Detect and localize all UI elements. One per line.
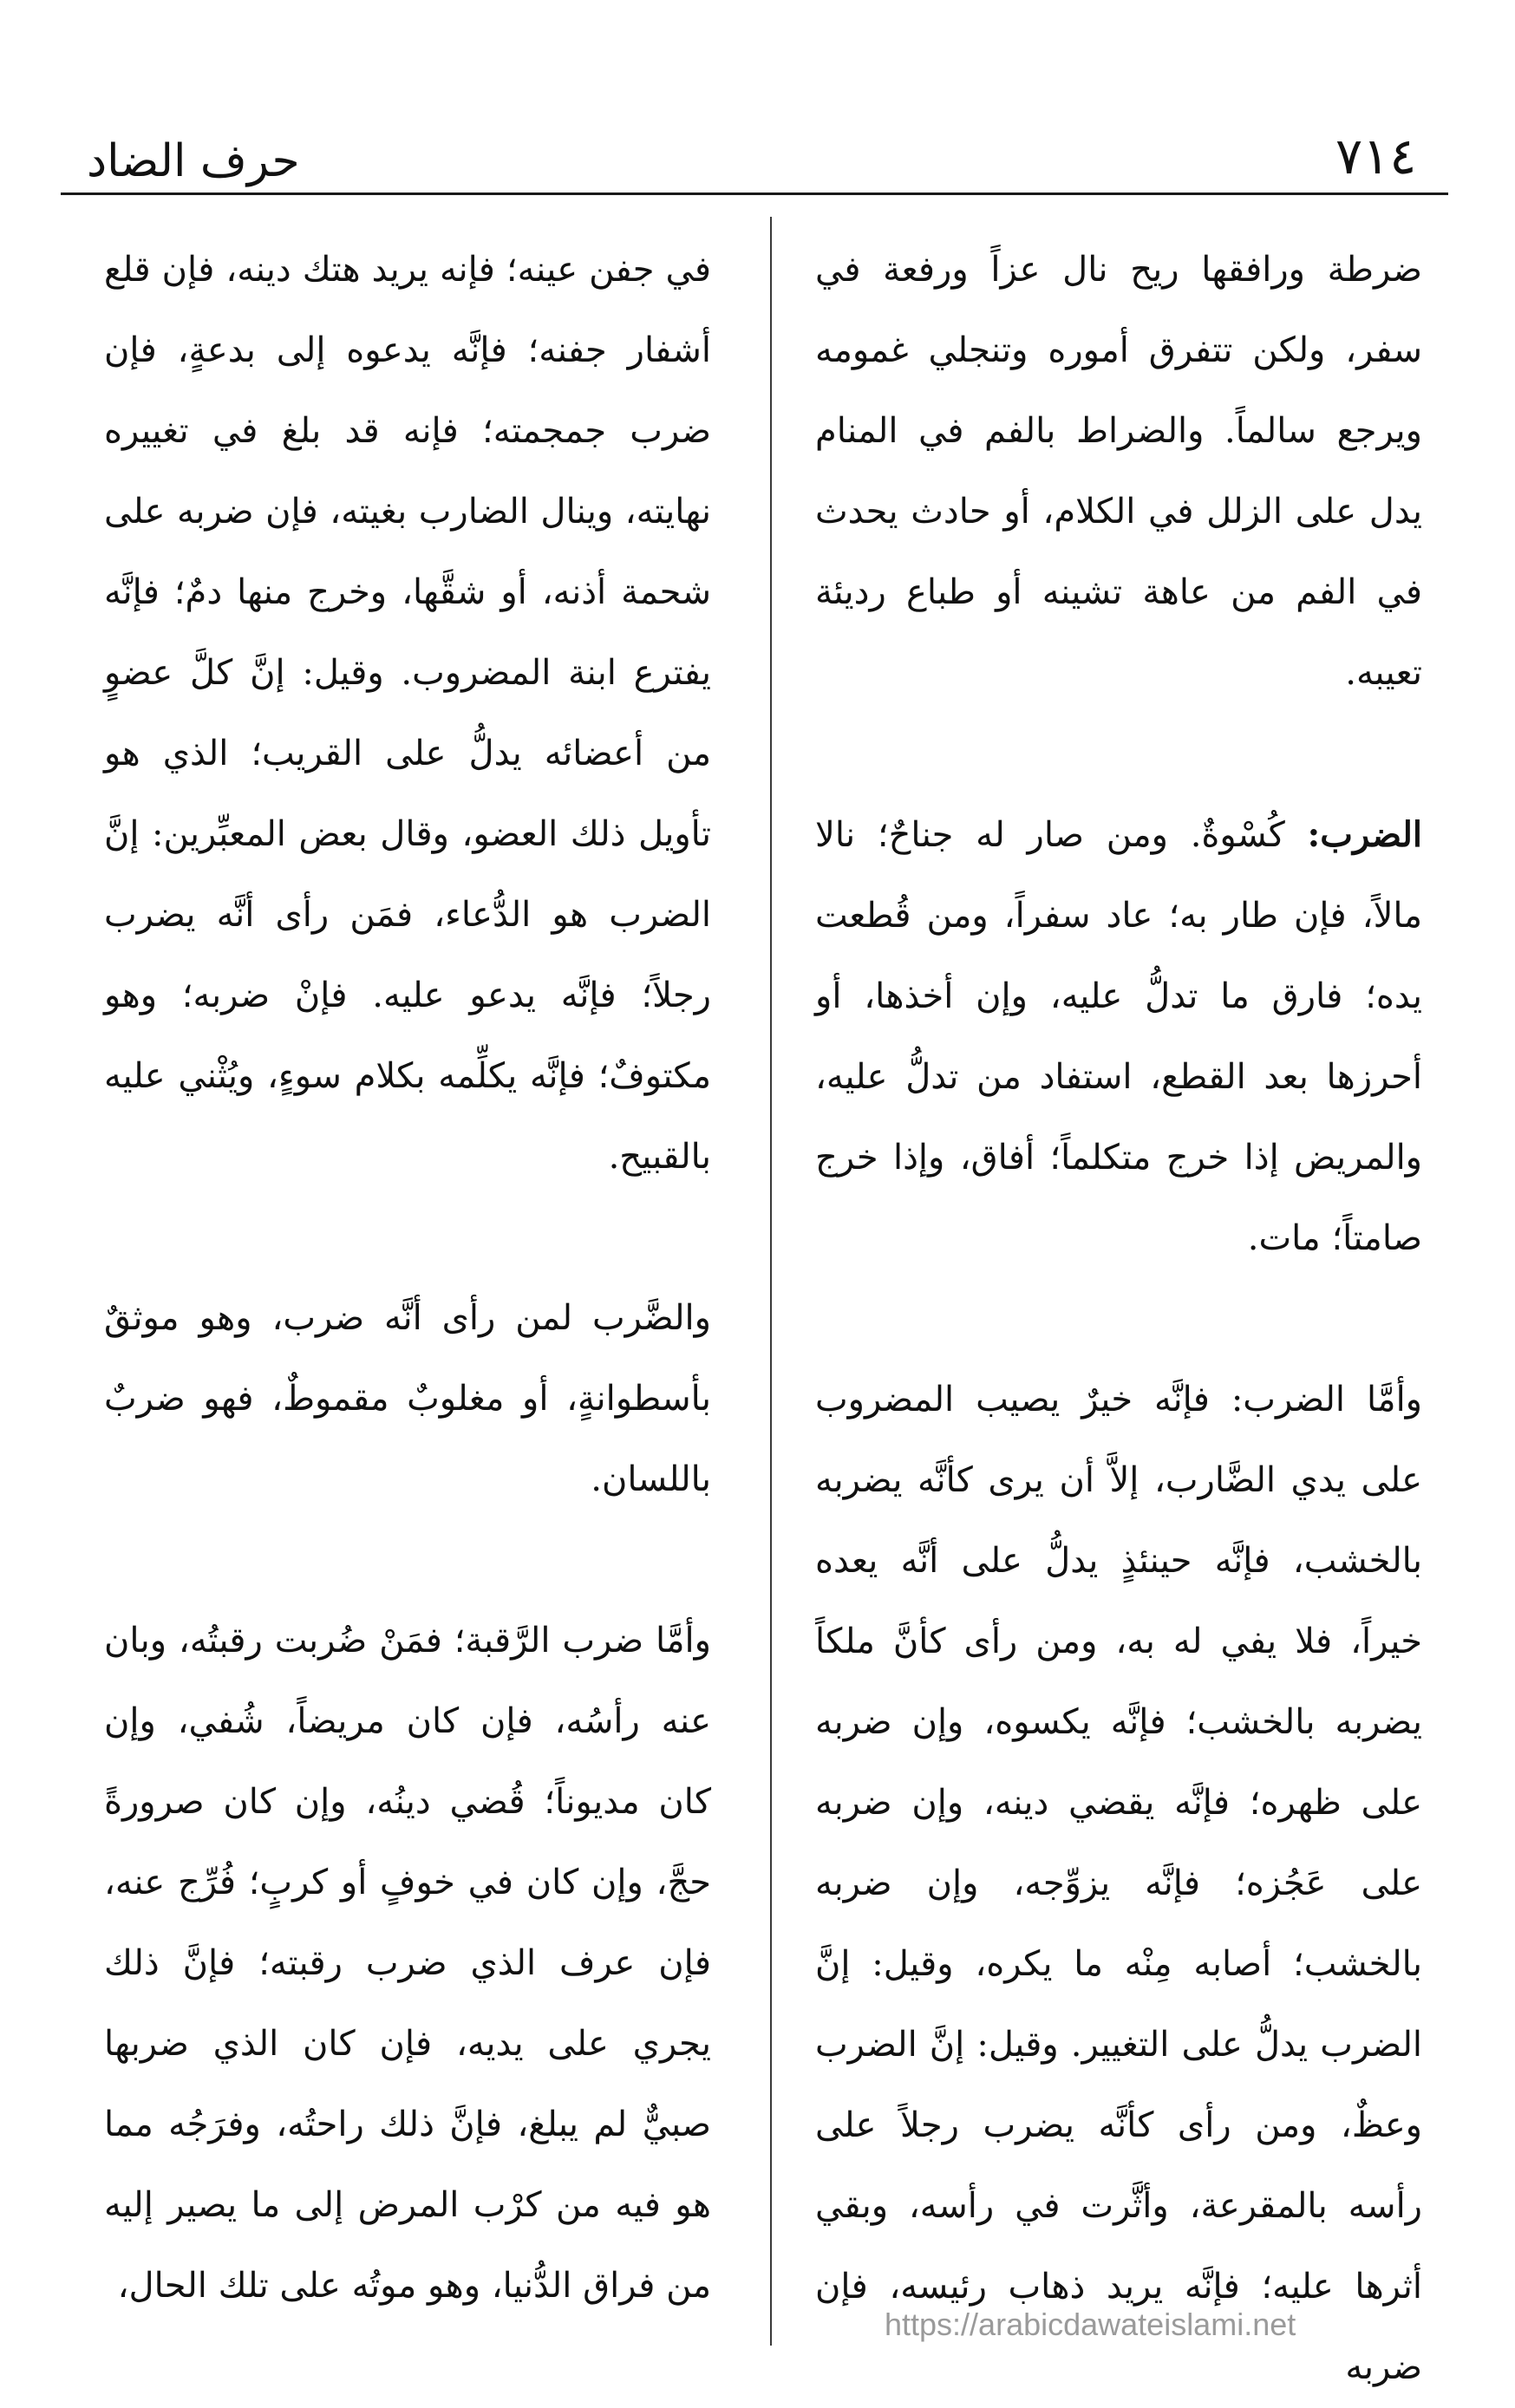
paragraph: ضرطة ورافقها ريح نال عزاً ورفعة في سفر، ولكن تتفرق أموره وتنجلي غمومه ويرجع سالماً. والضراط بالفم في المنام يدل على الزلل في الكلام، أو حادث يحدث في الفم من عاهة تشينه أو طباع رديئة تعيبه. <box>815 250 1422 693</box>
watermark-url: https://arabicdawateislami.net <box>885 2307 1296 2342</box>
page-number: ٧١٤ <box>1335 127 1417 186</box>
entry-keyword: الضرب: <box>1307 814 1422 855</box>
running-header-title: حرف الضاد <box>87 135 300 187</box>
paragraph-entry-darb <box>815 794 1422 1279</box>
header-rule <box>61 193 1448 195</box>
column-divider <box>770 217 772 2346</box>
paragraph: وأمَّا ضرب الرَّقبة؛ فمَنْ ضُربت رقبتُه، وبان عنه رأسُه، فإن كان مريضاً، شُفي، وإن كان مديوناً؛ قُضي دينُه، وإن كان صرورةً حجَّ، وإن كان في خوفٍ أو كربٍ؛ فُرِّج عنه، فإن عرف الذي ضرب رقبته؛ فإنَّ ذلك يجري على يديه، فإن كان الذي ضربها صبيٌّ لم يبلغ، فإنَّ ذلك راحتُه، وفرَجُه مما هو فيه من كرْب المرض إلى ما يصير إليه من فراق الدُّنيا، وهو موتُه على تلك الحال، <box>104 1621 711 2306</box>
paragraph: وأمَّا الضرب: فإنَّه خيرٌ يصيب المضروب على يدي الضَّارب، إلاَّ أن يرى كأنَّه يضربه بالخشب، فإنَّه حينئذٍ يدلُّ على أنَّه يعده خيراً، فلا يفي له به، ومن رأى كأنَّ ملكاً يضربه بالخشب؛ فإنَّه يكسوه، وإن ضربه على ظهره؛ فإنَّه يقضي دينه، وإن ضربه على عَجُزه؛ فإنَّه يزوِّجه، وإن ضربه بالخشب؛ أصابه مِنْه ما يكره، وقيل: إنَّ الضرب يدلُّ على التغيير. وقيل: إنَّ الضرب وعظٌ، ومن رأى كأنَّه يضرب رجلاً على رأسه بالمقرعة، وأثَّرت في رأسه، وبقي أثرها عليه؛ فإنَّه يريد ذهاب رئيسه، فإن ضربه <box>815 1380 1422 2387</box>
right-column <box>815 230 1422 2408</box>
entry-text: كُسْوةٌ. ومن صار له جناحٌ؛ نالا مالاً، فإن طار به؛ عاد سفراً، ومن قُطعت يده؛ فارق ما تدلُّ عليه، وإن أخذها، أو أحرزها بعد القطع، استفاد من تدلُّ عليه، والمريض إذا خرج متكلماً؛ أفاق، وإذا خرج صامتاً؛ مات. <box>815 815 1422 1258</box>
paragraph: في جفن عينه؛ فإنه يريد هتك دينه، فإن قلع أشفار جفنه؛ فإنَّه يدعوه إلى بدعةٍ، فإن ضرب جمجمته؛ فإنه قد بلغ في تغييره نهايته، وينال الضارب بغيته، فإن ضربه على شحمة أذنه، أو شقَّها، وخرج منها دمٌ؛ فإنَّه يفترع ابنة المضروب. وقيل: إنَّ كلَّ عضوٍ من أعضائه يدلُّ على القريب؛ الذي هو تأويل ذلك العضو، وقال بعض المعبِّرين: إنَّ الضرب هو الدُّعاء، فمَن رأى أنَّه يضرب رجلاً؛ فإنَّه يدعو عليه. فإنْ ضربه؛ وهو مكتوفٌ؛ فإنَّه يكلِّمه بكلام سوءٍ، ويُثْني عليه بالقبيح. <box>104 250 711 1177</box>
left-column <box>104 230 711 2326</box>
paragraph: والضَّرب لمن رأى أنَّه ضرب، وهو موثقٌ بأسطوانةٍ، أو مغلوبٌ مقموطٌ، فهو ضربٌ باللسان. <box>104 1298 711 1499</box>
